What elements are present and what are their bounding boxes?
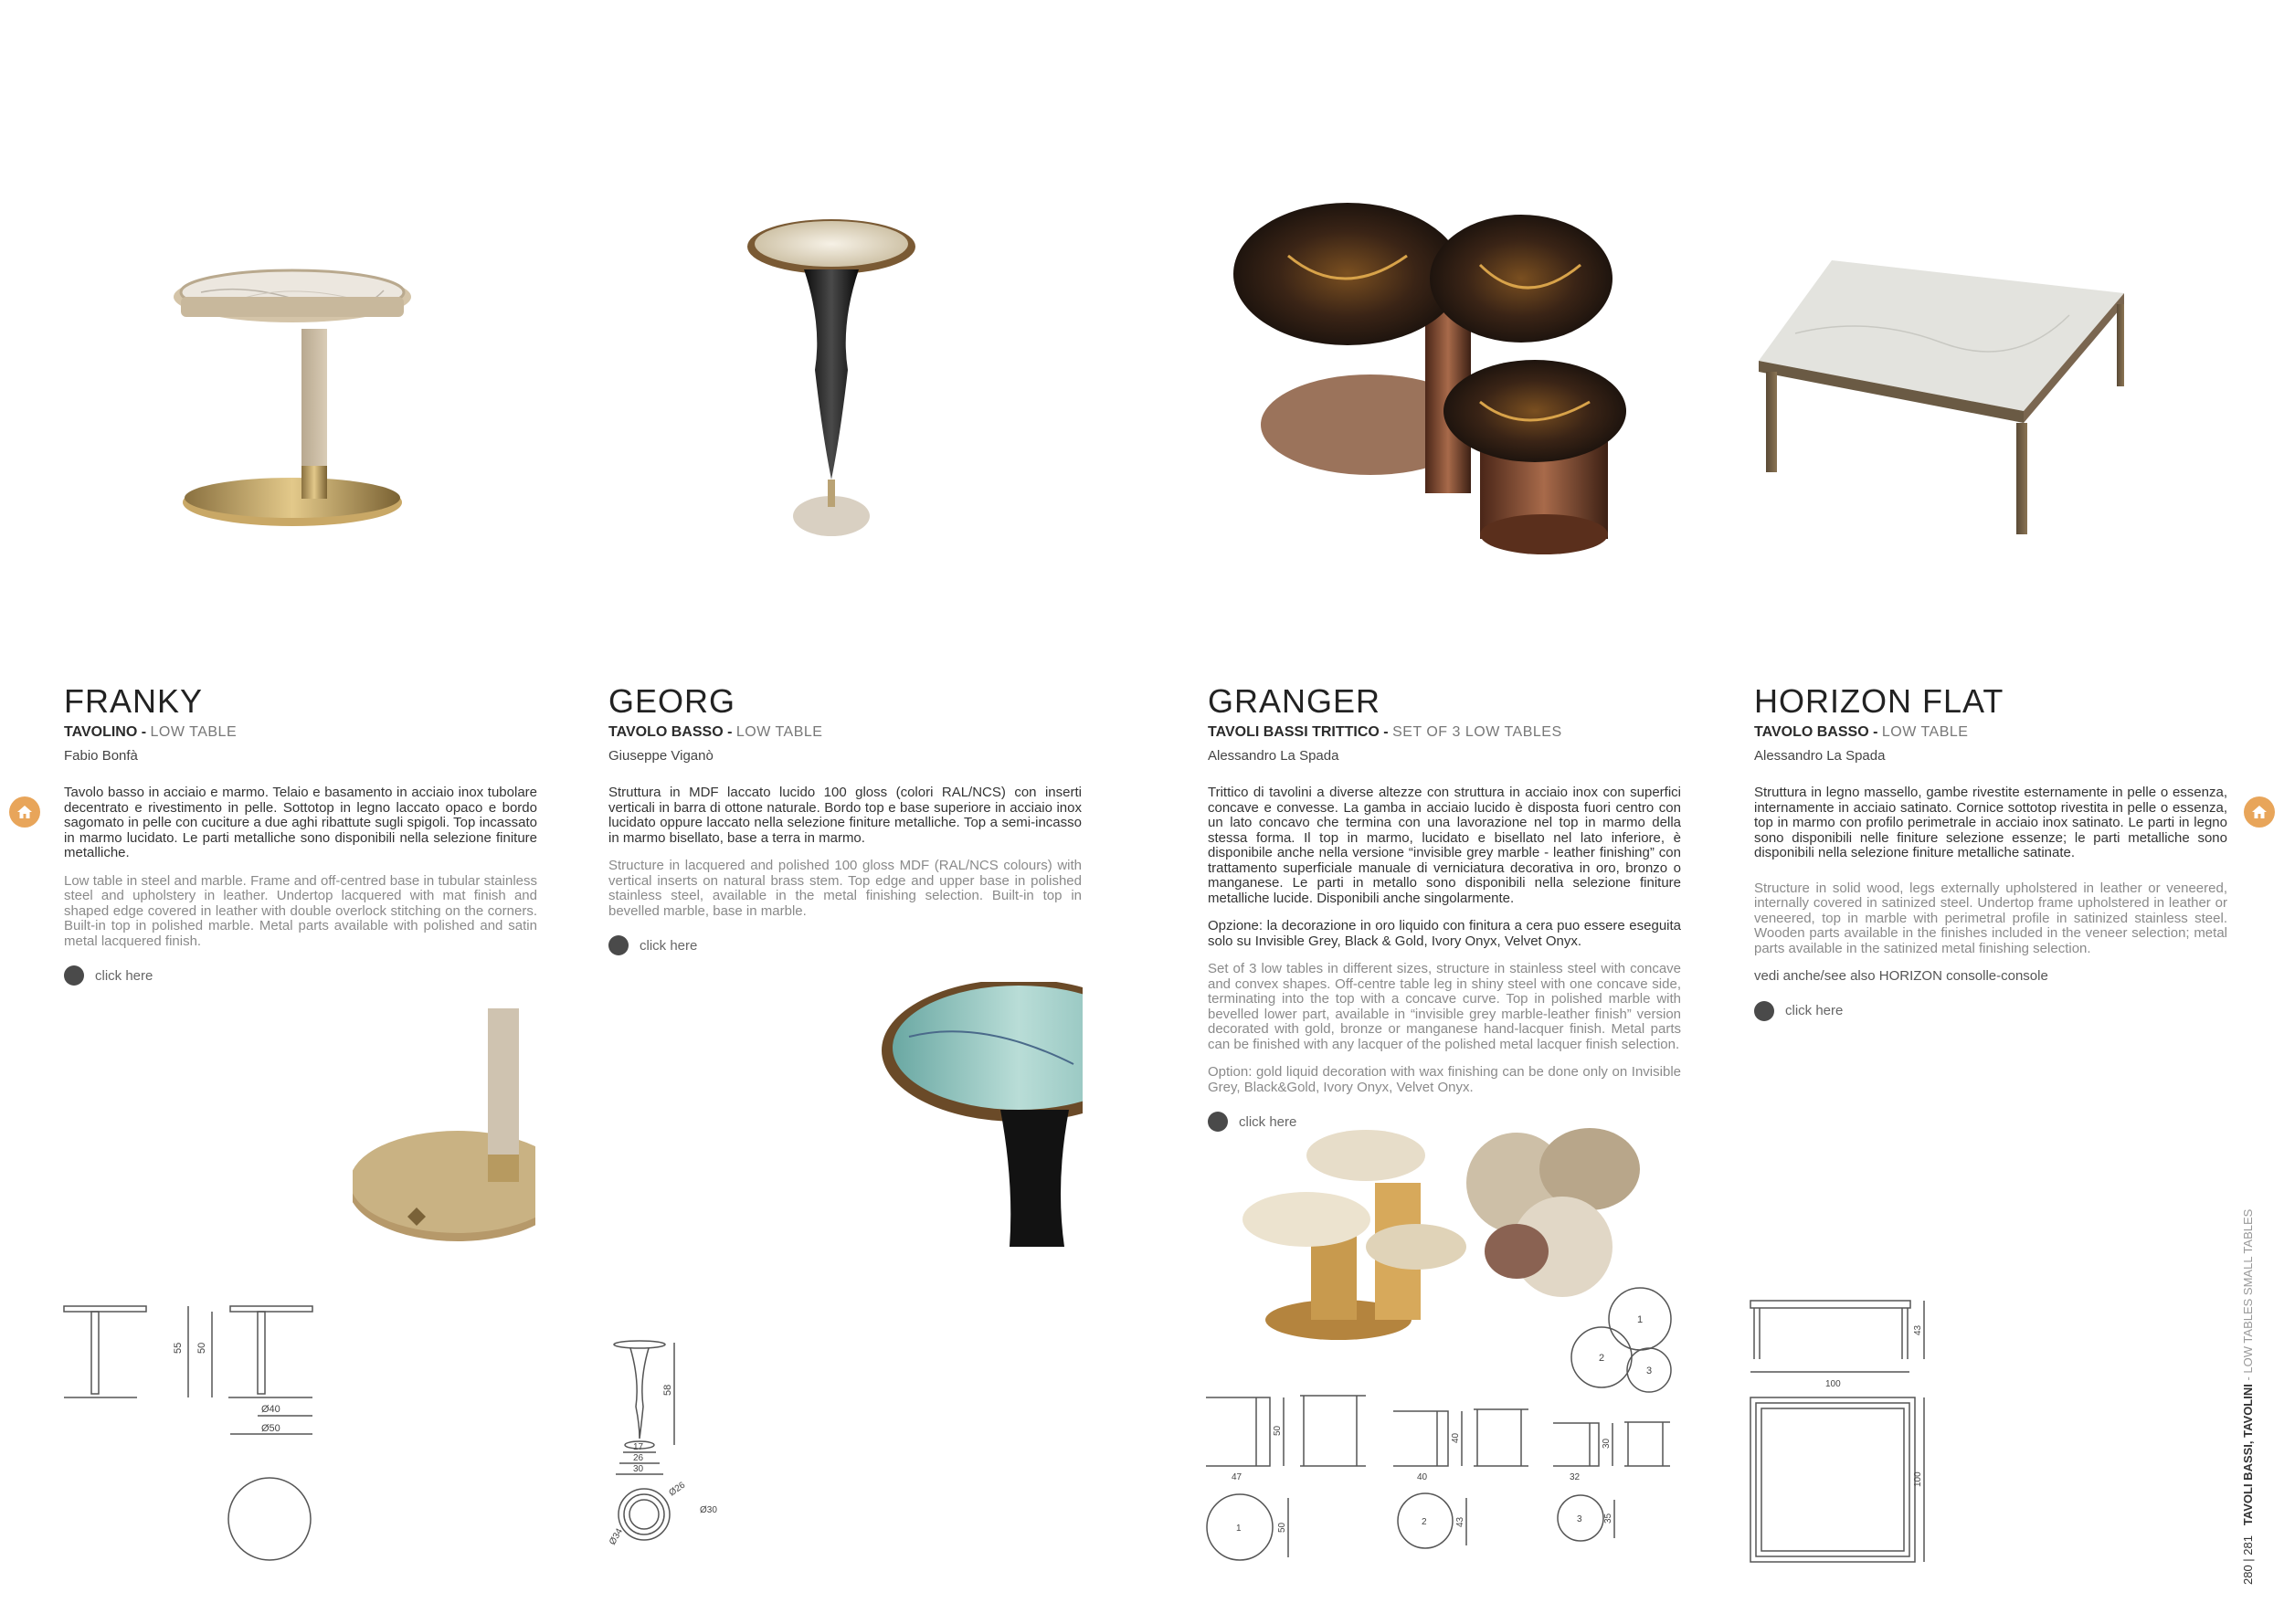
page-numbers: 280 | 281 [2241,1535,2255,1585]
home-button-right[interactable] [2244,796,2275,828]
type-it: TAVOLO BASSO [1754,724,1869,740]
georg-dim-d1: Ø26 [667,1480,688,1499]
filled-circle-icon [1754,1001,1774,1021]
description-en: Structure in lacquered and polished 100 gloss MDF (RAL/NCS colours) with vertical inserts on natural brass stem. Top edge and upper base in polished stainless steel, available in the metal finishing selection. Built-in top in bevelled marble, base in marble. [608,858,1082,919]
home-button-left[interactable] [9,796,40,828]
type-en: LOW TABLE [1881,724,1969,740]
franky-dim-d2: Ø50 [261,1423,280,1434]
granger-num-1b: 1 [1236,1524,1242,1534]
click-here-link[interactable]: click here [64,965,537,986]
product-horizon-flat [1754,683,2227,1021]
click-here-link[interactable]: click here [608,935,1082,955]
product-type: TAVOLINO - LOW TABLE [64,724,238,740]
franky-dim-d1: Ø40 [261,1404,280,1415]
product-name: GRANGER [1208,682,1381,720]
product-georg [608,683,1082,955]
product-type: TAVOLO BASSO - LOW TABLE [608,724,823,740]
georg-technical-drawing [603,1334,749,1553]
granger-num-2: 2 [1599,1353,1605,1364]
type-en: LOW TABLE [735,724,823,740]
designer: Fabio Bonfà [64,748,138,764]
horizon-flat-technical-drawing [1745,1288,1946,1571]
click-here-link[interactable]: click here [1208,1112,1681,1132]
granger-dim-w3: 32 [1570,1472,1581,1482]
filled-circle-icon [64,965,84,986]
click-here-link[interactable]: click here [1754,1001,2227,1021]
description-it: Tavolo basso in acciaio e marmo. Telaio e basamento in acciaio inox tubolare decentrato e rivestimento in pelle. Sottotop in legno laccato opaco e bordo sagomato in pelle con cuciture a due aghi ribattute sugli spigoli. Top incassato in marmo lucidato. Le parti metalliche sono disponibili nella selezione finiture metalliche. [64,785,537,860]
granger-num-3b: 3 [1577,1514,1582,1524]
description-en: Structure in solid wood, legs externally upholstered in leather or veneered, internally covered in satinized steel. Undertop frame upholstered in leather or veneered, top in marble with perimetral profile in satinized stainless steel. Wooden parts available in the finishes included in the veneer selection; metal parts available in the satinized metal finishing selection. [1754,880,2227,956]
georg-dim-h: 58 [662,1384,673,1396]
type-en: LOW TABLE [150,724,238,740]
type-en: SET OF 3 LOW TABLES [1392,724,1562,740]
see-also: vedi anche/see also HORIZON consolle-console [1754,968,2048,984]
description-it: Struttura in MDF laccato lucido 100 gloss (colori RAL/NCS) con inserti verticali in barra di ottone naturale. Bordo top e base superiore in acciaio inox lucidato oppure laccato nella selezione finiture metalliche. Top a semi-incasso in marmo bisellato, base a terra in marmo. [608,785,1082,846]
granger-dim-w2: 40 [1417,1472,1428,1482]
description-en: Low table in steel and marble. Frame and off-centred base in tubular stainless steel and upholstery in leather. Undertop lacquered with mat finish and shaped edge covered in leather with double overlock stitching on the corners. Built-in top in polished marble. Metal parts available with polished and satin metal lacquered finish. [64,872,537,949]
granger-dim-h2: 40 [1451,1432,1461,1443]
filled-circle-icon [608,935,629,955]
granger-technical-drawing [1201,1279,1686,1571]
option-en: Option: gold liquid decoration with wax finishing can be done only on Invisible Grey, Black&Gold, Ivory Onyx, Velvet Onyx. [1208,1064,1681,1095]
home-icon [16,803,34,821]
georg-dim-d2: Ø30 [700,1505,717,1515]
granger-num-2b: 2 [1422,1517,1427,1527]
franky-detail-photo [353,1008,535,1246]
option-it: Opzione: la decorazione in oro liquido con finitura a cera puo essere eseguita solo su Invisible Grey, Black & Gold, Ivory Onyx, Velvet Onyx. [1208,918,1681,949]
georg-dim-d3: Ø34 [608,1526,626,1547]
franky-dim-h1: 55 [173,1342,184,1354]
designer: Alessandro La Spada [1208,748,1339,764]
horizon-dim-d: 100 [1913,1471,1923,1487]
granger-dim-h1: 50 [1273,1425,1283,1436]
section-it: TAVOLI BASSI, TAVOLINI [2241,1384,2255,1526]
designer: Giuseppe Viganò [608,748,714,764]
georg-dim-w3: 30 [633,1464,644,1474]
horizon-dim-w: 100 [1825,1379,1841,1389]
granger-num-3: 3 [1646,1366,1653,1376]
description-it: Trittico di tavolini a diverse altezze con struttura in acciaio inox con superfici concave e convesse. La gamba in acciaio lucido è disposta fuori centro con un lato concavo che termina con una lavorazione nel top in marmo della stessa forma. Il top in marmo, lucidato e bisellato nel lato inferiore, è disponibile anche nella versione “invisible grey marble - leather finishing” con trattamento superficiale manuale di verniciatura decorativa in oro, bronzo o manganese. Le parti in metallo sono disponibili nella selezione finiture metalliche lucide. Disponibili anche singolarmente. [1208,785,1681,906]
description-en: Set of 3 low tables in different sizes, structure in stainless steel with concave and convex shapes. Off-centre table leg in shiny steel with one concave side, terminating into the top with a concave curve. Top in polished marble with bevelled lower part, available in “invisible grey marble-leather finish” version decorated with gold, bronze or manganese hand-lacquer finish. Metal parts can be finished with any lacquer of the polished metal lacquer finish selection. [1208,961,1681,1052]
granger-dim-h3: 30 [1602,1438,1612,1449]
product-franky [64,683,537,986]
granger-photo [1233,201,1626,562]
georg-photo [740,215,923,543]
georg-dim-w1: 17 [633,1442,644,1452]
type-it: TAVOLO BASSO [608,724,724,740]
granger-dim-e1: 50 [1277,1522,1287,1533]
granger-num-1: 1 [1637,1314,1644,1325]
filled-circle-icon [1208,1112,1228,1132]
section-en: - LOW TABLES SMALL TABLES [2241,1208,2255,1385]
granger-dim-w1: 47 [1232,1472,1242,1482]
home-icon [2250,803,2268,821]
product-granger [1208,683,1681,1132]
product-type: TAVOLO BASSO - LOW TABLE [1754,724,1969,740]
georg-detail-photo [882,982,1083,1247]
type-it: TAVOLINO [64,724,138,740]
product-type: TAVOLI BASSI TRITTICO - SET OF 3 LOW TABLES [1208,724,1562,740]
georg-dim-w2: 26 [633,1453,644,1463]
product-name: HORIZON FLAT [1754,682,2004,720]
type-it: TAVOLI BASSI TRITTICO [1208,724,1380,740]
description-it: Struttura in legno massello, gambe rivestite esternamente in pelle o essenza, internamente in acciaio satinato. Cornice sottotop rivestita in pelle o essenza, top in marmo con profilo perimetrale in acciaio inox satinato. Le parti in legno sono disponibili nelle finiture selezione essenze; le parti metalliche sono disponibili nella selezione finiture metalliche satinate. [1754,785,2227,860]
franky-dim-h2: 50 [196,1342,207,1354]
franky-technical-drawing [55,1288,347,1571]
designer: Alessandro La Spada [1754,748,1886,764]
horizon-dim-h: 43 [1913,1324,1923,1335]
granger-dim-e2: 43 [1455,1516,1465,1527]
granger-dim-e3: 35 [1603,1513,1613,1524]
page-sidebar-label [2241,1209,2255,1585]
product-name: FRANKY [64,682,204,720]
product-name: GEORG [608,682,736,720]
franky-photo [164,256,420,548]
horizon-flat-photo [1759,260,2124,553]
